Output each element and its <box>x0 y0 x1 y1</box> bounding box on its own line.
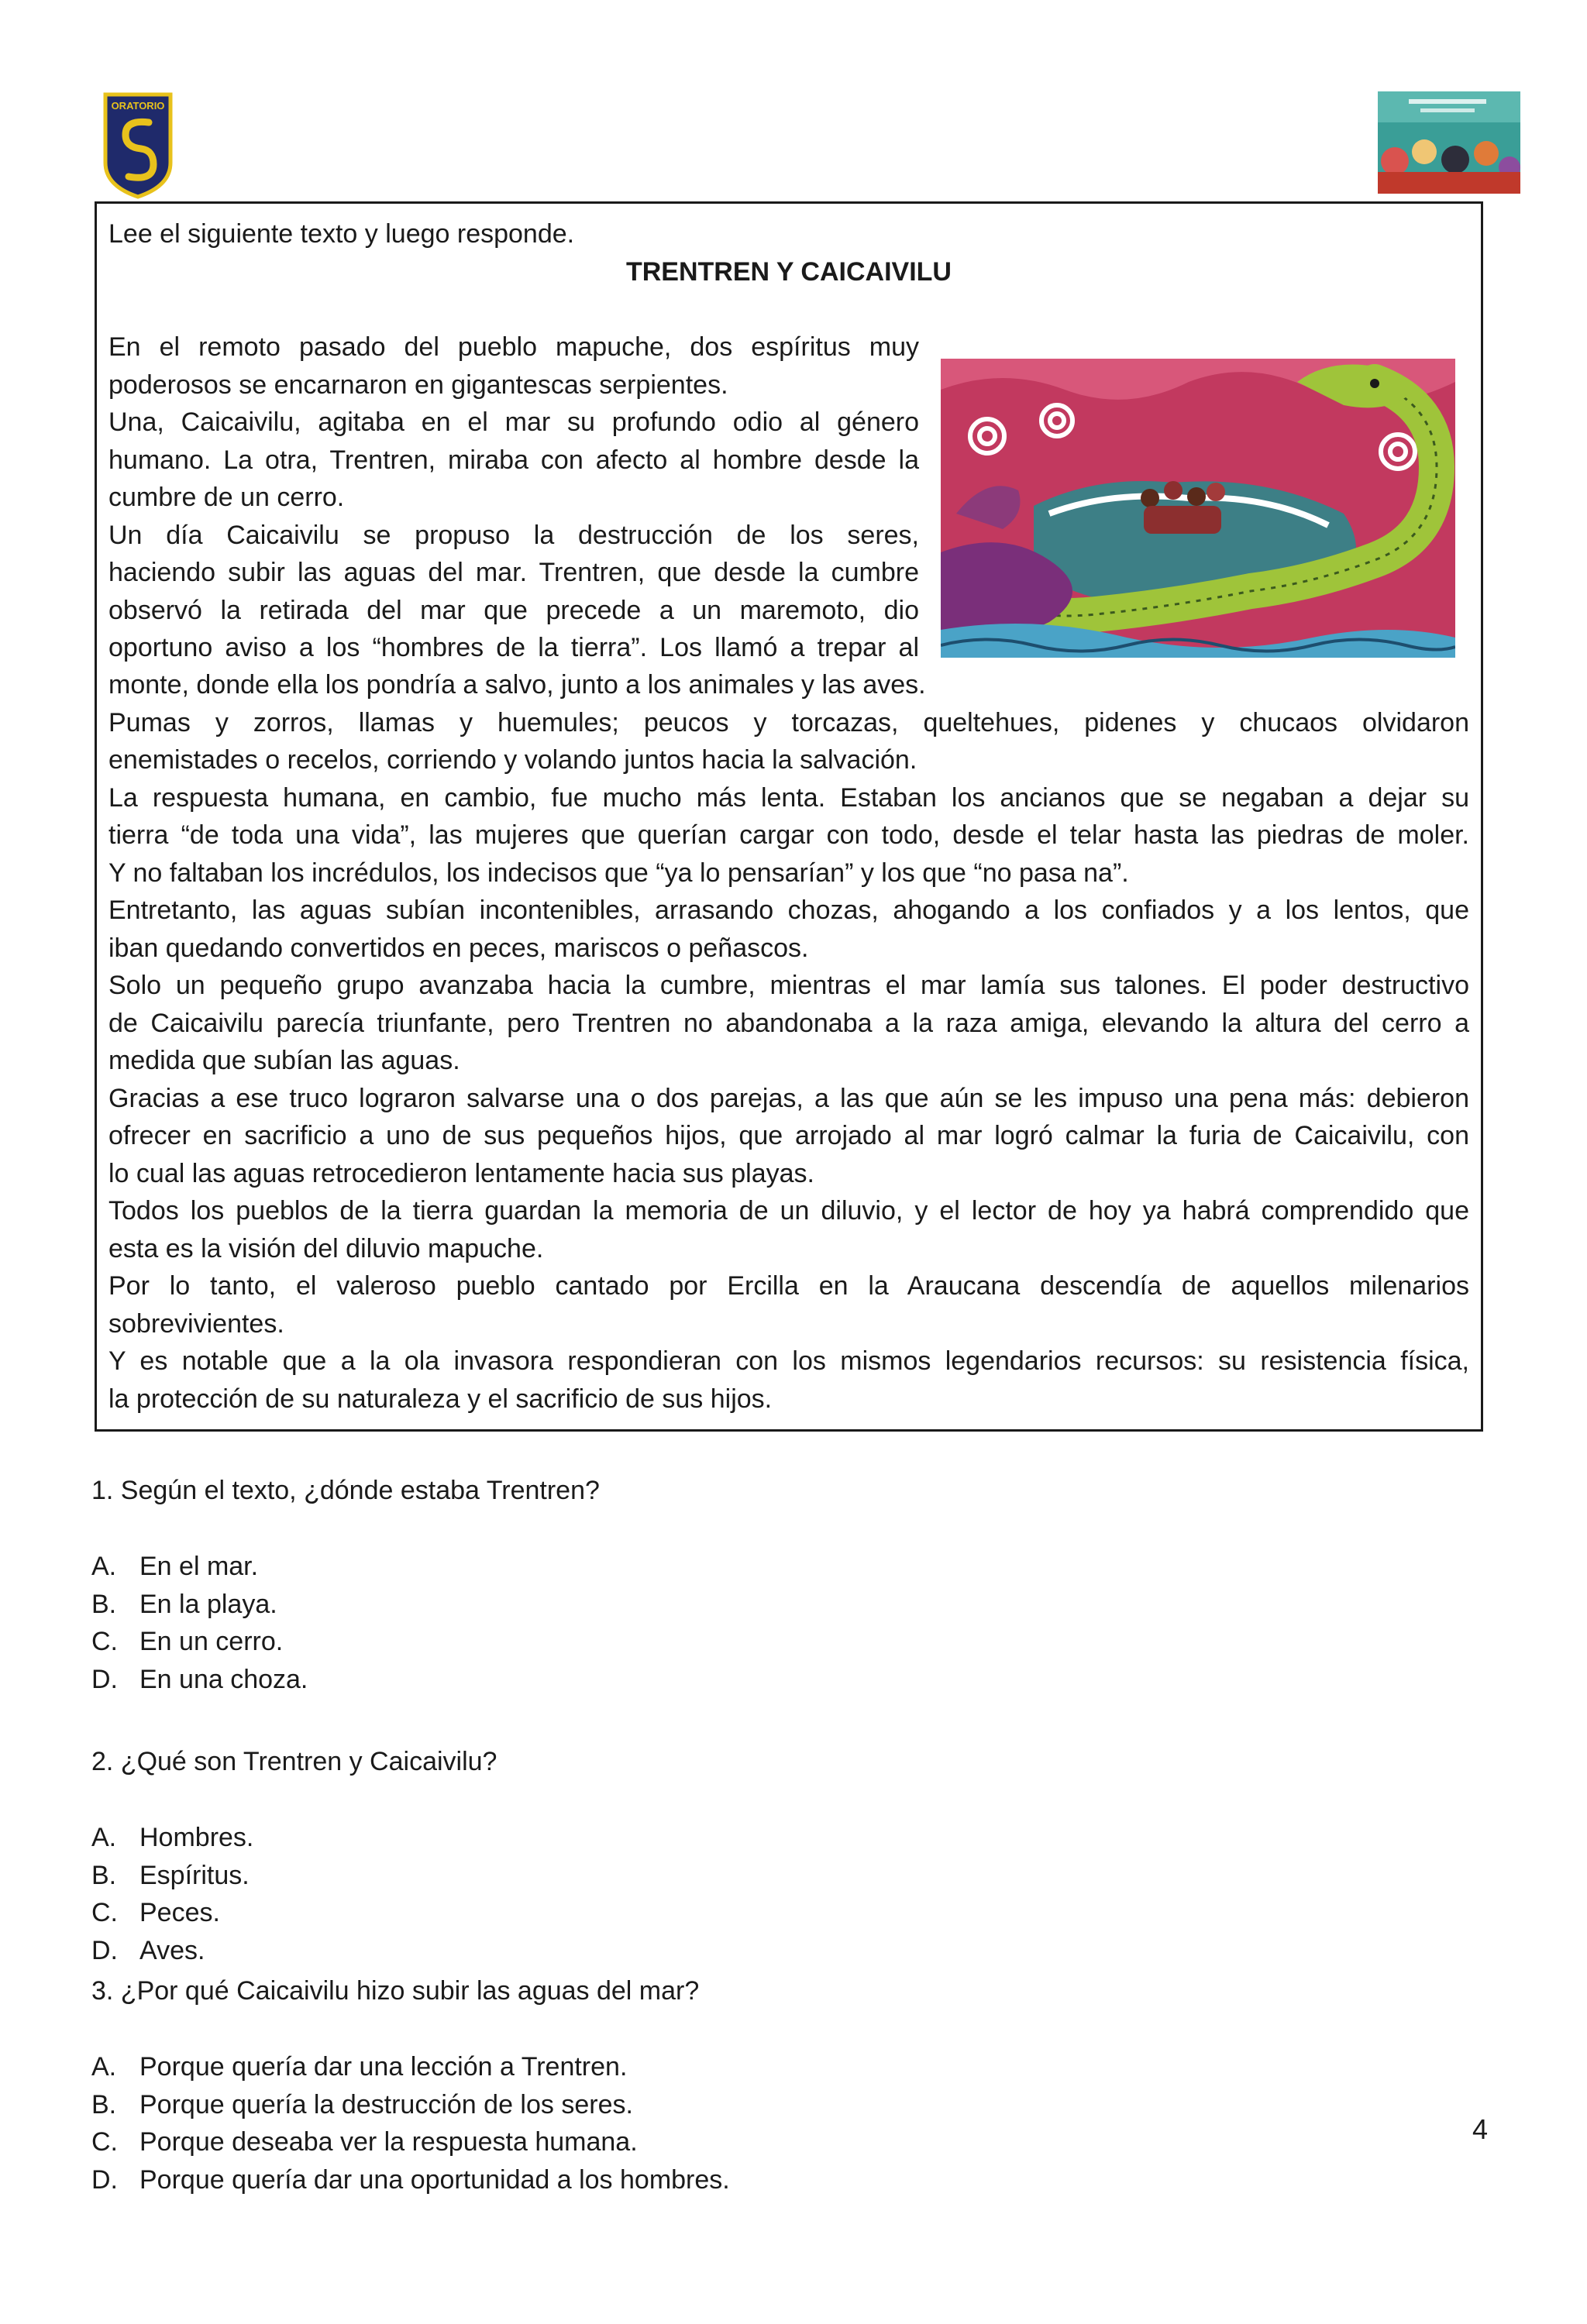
answer-option[interactable] <box>91 1623 283 1661</box>
answer-option[interactable] <box>91 2161 730 2199</box>
option-text: Hombres. <box>139 1823 254 1852</box>
answer-option[interactable] <box>91 1894 220 1932</box>
option-text: En un cerro. <box>139 1627 284 1656</box>
story-line: enemistades o recelos, corriendo y volando juntos hacia la salvación. <box>108 745 917 775</box>
story-line: sobrevivientes. <box>108 1308 284 1339</box>
answer-option[interactable] <box>91 1548 258 1586</box>
story-line: iban quedando convertidos en peces, mariscos o peñascos. <box>108 933 809 963</box>
story-line: Pumas y zorros, llamas y huemules; peucos y torcazas, queltehues, pidenes y chucaos olvidaron <box>108 707 1469 737</box>
story-line: ofrecer en sacrificio a uno de sus pequeños hijos, que arrojado al mar logró calmar la furia de Caicaivilu, con <box>108 1121 1469 1150</box>
option-letter: C. <box>91 1627 118 1656</box>
story-line: Una, Caicaivilu, agitaba en el mar su profundo odio al género <box>108 407 919 437</box>
answer-option[interactable] <box>91 2086 633 2124</box>
story-line: observó la retirada del mar que precede a un maremoto, dio <box>108 595 919 625</box>
answer-option[interactable] <box>91 1586 277 1624</box>
page-number: 4 <box>1472 2113 1488 2145</box>
answer-option[interactable] <box>91 1857 250 1895</box>
option-text: Porque deseaba ver la respuesta humana. <box>139 2127 638 2157</box>
story-line: Por lo tanto, el valeroso pueblo cantado por Ercilla en la Araucana descendía de aquellos milenarios <box>108 1271 1469 1301</box>
book-cover-thumbnail-icon <box>1378 91 1520 194</box>
story-line: humano. La otra, Trentren, miraba con afecto al hombre desde la <box>108 445 919 475</box>
story-line: monte, donde ella los pondría a salvo, junto a los animales y las aves. <box>108 670 926 700</box>
option-text: Aves. <box>139 1935 205 1965</box>
story-line: Y es notable que a la ola invasora respondieran con los mismos legendarios recursos: su resistencia física, <box>108 1346 1469 1376</box>
story-line: Entretanto, las aguas subían incontenibles, arrasando chozas, ahogando a los confiados y a los lentos, que <box>108 896 1469 925</box>
answer-option[interactable] <box>91 1661 308 1699</box>
story-line: de Caicaivilu parecía triunfante, pero Trentren no abandonaba a la raza amiga, elevando la altura del cerro a <box>108 1008 1469 1038</box>
story-line: tierra “de toda una vida”, las mujeres que querían cargar con todo, desde el telar hasta las piedras de moler. <box>108 820 1469 850</box>
story-line: medida que subían las aguas. <box>108 1046 460 1075</box>
option-letter: A. <box>91 1823 117 1852</box>
story-line: En el remoto pasado del pueblo mapuche, dos espíritus muy <box>108 332 919 362</box>
option-letter: D. <box>91 1664 118 1694</box>
story-text-top <box>108 328 919 667</box>
answer-option[interactable] <box>91 1819 253 1857</box>
option-text: En la playa. <box>139 1589 277 1619</box>
school-crest-icon <box>102 91 174 200</box>
option-letter: A. <box>91 1552 117 1581</box>
option-letter: B. <box>91 2089 117 2119</box>
question-1: 1. Según el texto, ¿dónde estaba Trentren? <box>91 1476 600 1505</box>
story-line: esta es la visión del diluvio mapuche. <box>108 1233 544 1263</box>
option-text: Espíritus. <box>139 1860 250 1890</box>
question-3: 3. ¿Por qué Caicaivilu hizo subir las aguas del mar? <box>91 1976 700 2006</box>
answer-option[interactable] <box>91 2123 638 2161</box>
story-title: TRENTREN Y CAICAIVILU <box>625 257 952 287</box>
story-line: cumbre de un cerro. <box>108 483 345 512</box>
story-line: oportuno aviso a los “hombres de la tierra”. Los llamó a trepar al <box>108 633 919 662</box>
story-line: poderosos se encarnaron en gigantescas serpientes. <box>108 370 728 400</box>
option-letter: B. <box>91 1589 117 1619</box>
story-line: Gracias a ese truco lograron salvarse una o dos parejas, a las que aún se les impuso una pena más: debieron <box>108 1083 1469 1113</box>
story-line: haciendo subir las aguas del mar. Trentren, que desde la cumbre <box>108 558 919 587</box>
option-letter: D. <box>91 1935 118 1965</box>
story-line: lo cual las aguas retrocedieron lentamente hacia sus playas. <box>108 1158 814 1188</box>
option-letter: B. <box>91 1860 117 1890</box>
option-text: En una choza. <box>139 1664 308 1694</box>
option-text: Porque quería dar una oportunidad a los hombres. <box>139 2164 730 2195</box>
option-letter: C. <box>91 1898 118 1927</box>
option-letter: C. <box>91 2127 118 2157</box>
question-2: 2. ¿Qué son Trentren y Caicaivilu? <box>91 1747 497 1776</box>
option-text: Porque quería dar una lección a Trentren. <box>139 2052 628 2082</box>
option-letter: D. <box>91 2164 118 2195</box>
story-line: la protección de su naturaleza y el sacrificio de sus hijos. <box>108 1384 773 1414</box>
option-text: Peces. <box>139 1898 220 1927</box>
story-line: Y no faltaban los incrédulos, los indecisos que “ya lo pensarían” y los que “no pasa na”. <box>108 858 1129 888</box>
story-line: Un día Caicaivilu se propuso la destrucción de los seres, <box>108 520 919 550</box>
option-letter: A. <box>91 2052 117 2082</box>
option-text: Porque quería la destrucción de los seres. <box>139 2089 633 2119</box>
story-line: La respuesta humana, en cambio, fue mucho más lenta. Estaban los ancianos que se negaban a dejar su <box>108 782 1469 813</box>
story-text-full <box>108 666 1469 1418</box>
answer-option[interactable] <box>91 1932 205 1970</box>
story-line: Todos los pueblos de la tierra guardan la memoria de un diluvio, y el lector de hoy ya habrá comprendido que <box>108 1196 1469 1226</box>
story-line: Solo un pequeño grupo avanzaba hacia la cumbre, mientras el mar lamía sus talones. El poder destructivo <box>108 971 1469 1000</box>
serpents-illustration-icon <box>941 359 1455 658</box>
logo-text: ORATORIO <box>111 100 165 112</box>
answer-option[interactable] <box>91 2048 627 2086</box>
option-text: En el mar. <box>139 1552 259 1581</box>
instruction-text: Lee el siguiente texto y luego responde. <box>108 219 575 249</box>
